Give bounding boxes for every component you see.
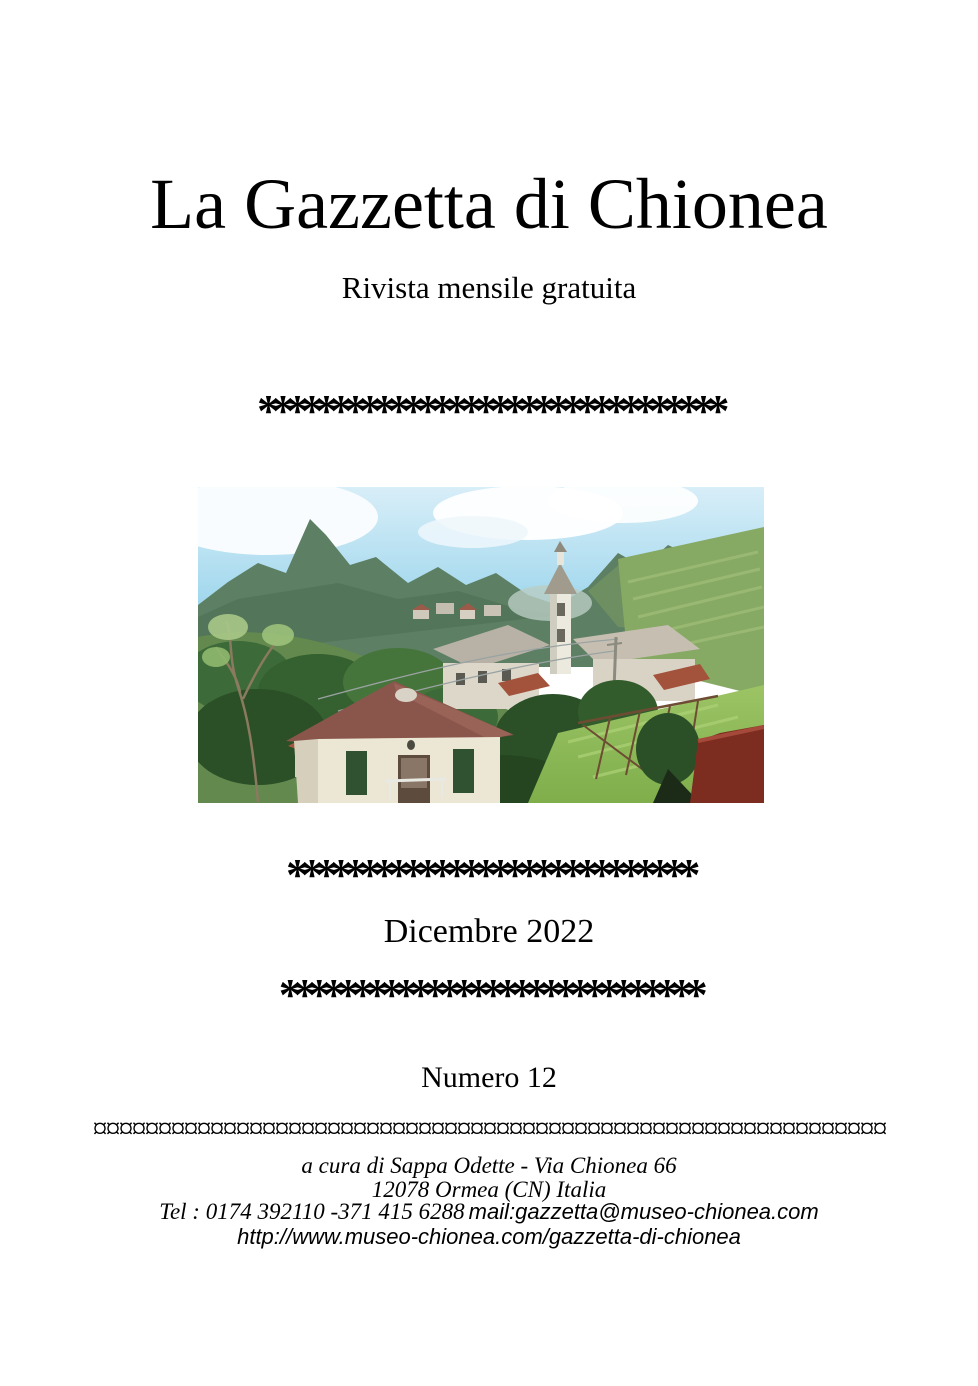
issue-month: Dicembre 2022	[383, 913, 595, 950]
footer-curator-line: a cura di Sappa Odette - Via Chionea 66	[301, 1153, 677, 1178]
page-title: La Gazzetta di Chionea	[150, 164, 828, 244]
footer-contact-line	[0, 1200, 978, 1223]
issue-number: Numero 12	[421, 1061, 557, 1094]
footer-address-line: 12078 Ormea (CN) Italia	[371, 1177, 607, 1202]
page-subtitle: Rivista mensile gratuita	[341, 270, 637, 305]
chain-divider: ¤¤¤¤¤¤¤¤¤¤¤¤¤¤¤¤¤¤¤¤¤¤¤¤¤¤¤¤¤¤¤¤¤¤¤¤¤¤¤¤¤¤¤¤¤¤¤¤¤¤¤¤¤¤¤¤¤¤¤¤¤	[92, 1112, 886, 1145]
footer-telephone: Tel : 0174 392110 -371 415 6288	[159, 1199, 465, 1224]
footer-website-url: http://www.museo-chionea.com/gazzetta-di-chionea	[237, 1224, 741, 1249]
separator-stars-top: ********************************	[257, 385, 721, 436]
cover-photo	[198, 487, 764, 803]
footer-email: mail:gazzetta@museo-chionea.com	[468, 1199, 819, 1224]
separator-stars-above-date: ****************************	[286, 849, 692, 900]
separator-stars-below-date: *****************************	[278, 969, 700, 1020]
chionea-village-photo-illustration	[198, 487, 764, 803]
